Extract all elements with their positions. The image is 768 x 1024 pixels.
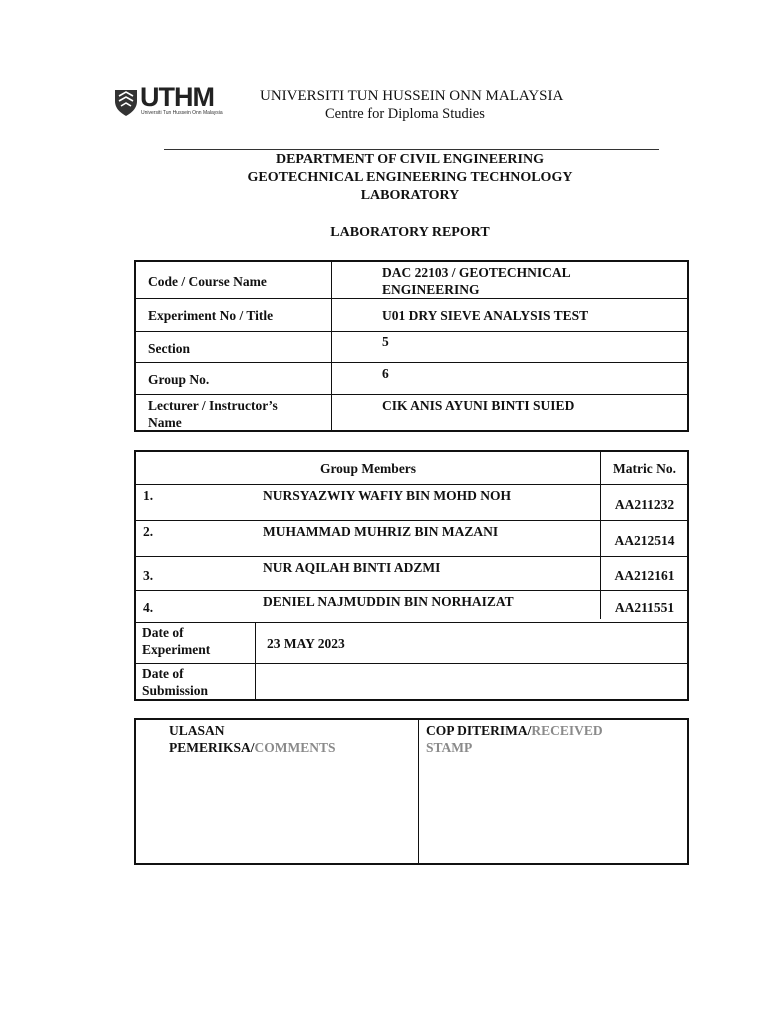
header-divider xyxy=(164,149,659,150)
info-value-course-2: ENGINEERING xyxy=(382,282,480,297)
logo-wordmark: UTHM xyxy=(140,82,214,112)
stamp-label-malay: COP DITERIMA/ xyxy=(426,723,532,738)
member-name: DENIEL NAJMUDDIN BIN NORHAIZAT xyxy=(263,594,514,609)
member-no: 3. xyxy=(143,568,154,583)
info-value-course-1: DAC 22103 / GEOTECHNICAL xyxy=(382,265,571,280)
comments-label-malay: PEMERIKSA/ xyxy=(169,740,255,755)
department-line-3: LABORATORY xyxy=(360,188,460,203)
uthm-crest-icon xyxy=(113,87,139,117)
stamp-label-2: STAMP xyxy=(426,740,473,755)
member-matric: AA211232 xyxy=(614,497,675,512)
comments-label-english: COMMENTS xyxy=(254,740,336,755)
report-title: LABORATORY REPORT xyxy=(330,225,490,240)
department-line-2: GEOTECHNICAL ENGINEERING TECHNOLOGY xyxy=(247,170,573,185)
date-experiment-label-2: Experiment xyxy=(142,642,211,657)
member-name: NURSYAZWIY WAFIY BIN MOHD NOH xyxy=(263,488,512,503)
comments-label-1: ULASAN xyxy=(169,723,225,738)
matric-header: Matric No. xyxy=(613,461,676,476)
member-no: 1. xyxy=(143,488,154,503)
date-submission-label-2: Submission xyxy=(142,683,209,698)
info-label-course: Code / Course Name xyxy=(148,274,267,289)
centre-name: Centre for Diploma Studies xyxy=(325,106,485,122)
member-no: 4. xyxy=(143,600,154,615)
stamp-label-1 xyxy=(426,722,603,739)
university-name: UNIVERSITI TUN HUSSEIN ONN MALAYSIA xyxy=(260,88,564,104)
member-name: MUHAMMAD MUHRIZ BIN MAZANI xyxy=(263,524,499,539)
info-value-experiment: U01 DRY SIEVE ANALYSIS TEST xyxy=(382,308,589,323)
info-value-section: 5 xyxy=(382,334,389,349)
info-label-lecturer-2: Name xyxy=(148,415,182,430)
info-label-section: Section xyxy=(148,341,190,356)
comments-table xyxy=(134,718,689,865)
members-header: Group Members xyxy=(319,461,417,476)
stamp-label-english: RECEIVED xyxy=(531,723,603,738)
info-value-group: 6 xyxy=(382,366,389,381)
info-label-experiment: Experiment No / Title xyxy=(148,308,274,323)
member-matric: AA212161 xyxy=(614,568,675,583)
info-label-group: Group No. xyxy=(148,372,210,387)
member-matric: AA211551 xyxy=(614,600,675,615)
comments-label-2 xyxy=(169,739,336,756)
info-table xyxy=(134,260,689,432)
member-matric: AA212514 xyxy=(614,533,675,548)
date-experiment-value: 23 MAY 2023 xyxy=(267,636,345,651)
member-name: NUR AQILAH BINTI ADZMI xyxy=(263,560,441,575)
logo-subtext: Universiti Tun Hussein Onn Malaysia xyxy=(141,110,223,116)
date-experiment-label-1: Date of xyxy=(142,625,184,640)
members-table xyxy=(134,450,689,701)
member-no: 2. xyxy=(143,524,154,539)
date-submission-label-1: Date of xyxy=(142,666,184,681)
info-value-lecturer: CIK ANIS AYUNI BINTI SUIED xyxy=(382,398,575,413)
info-label-lecturer-1: Lecturer / Instructor’s xyxy=(148,398,278,413)
uthm-logo xyxy=(113,82,228,119)
department-line-1: DEPARTMENT OF CIVIL ENGINEERING xyxy=(275,152,544,167)
